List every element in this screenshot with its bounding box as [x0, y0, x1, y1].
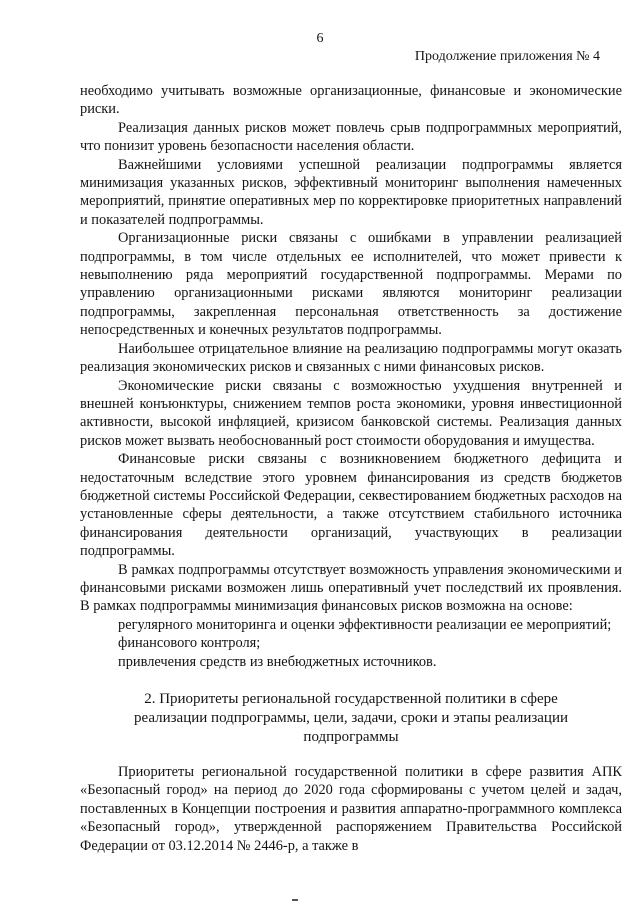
- appendix-continuation-note: Продолжение приложения № 4: [414, 49, 600, 64]
- paragraph-risks-consequence: Реализация данных рисков может повлечь срыв подпрограммных мероприятий, что понизит уровень безопасности населения области.: [80, 119, 622, 155]
- section-heading-line: реализации подпрограммы, цели, задачи, сроки и этапы реализации: [133, 710, 569, 726]
- paragraph-economic-risks: Экономические риски связаны с возможностью ухудшения внутренней и внешней конъюнктуры, снижением темпов роста экономики, уровня инвестиционной активности, высокой инфляцией, кризисом банковской системы. Реализация данных рисков может вызвать необоснованный рост стоимости оборудования и имущества.: [80, 377, 622, 449]
- page-number: 6: [316, 31, 324, 46]
- list-item-financial-control: финансового контроля;: [118, 635, 261, 652]
- scan-artifact-mark: [292, 899, 298, 901]
- list-item-extrabudgetary-funds: привлечения средств из внебюджетных источников.: [118, 653, 437, 670]
- section-heading-line: 2. Приоритеты региональной государственной политики в сфере: [144, 691, 558, 707]
- document-body: [80, 82, 622, 855]
- section-heading-line: подпрограммы: [303, 729, 399, 745]
- paragraph-risk-management: В рамках подпрограммы отсутствует возможность управления экономическими и финансовыми рисками возможен лишь оперативный учет последствий их проявления. В рамках подпрограммы минимизация финансовых рисков возможна на основе:: [80, 561, 622, 615]
- list-item-monitoring: регулярного мониторинга и оценки эффективности реализации ее мероприятий;: [118, 616, 612, 633]
- paragraph-regional-priorities: Приоритеты региональной государственной политики в сфере развития АПК «Безопасный город» на период до 2020 года сформированы с учетом целей и задач, поставленных в Концепции построения и развития аппаратно-программного комплекса «Безопасный город», утвержденной распоряжением Правительства Российской Федерации от 03.12.2014 № 2446-р, а также в: [80, 764, 622, 854]
- paragraph-financial-risks: Финансовые риски связаны с возникновением бюджетного дефицита и недостаточным вследствие этого уровнем финансирования из средств бюджетов бюджетной системы Российской Федерации, секвестированием бюджетных расходов на установленные сферы деятельности, а также отсутствием стабильного источника финансирования деятельности организаций, участвующих в реализации подпрограммы.: [80, 451, 622, 560]
- paragraph-negative-influence: Наибольшее отрицательное влияние на реализацию подпрограммы могут оказать реализация экономических рисков и связанных с ними финансовых рисков.: [80, 340, 622, 376]
- paragraph-success-conditions: Важнейшими условиями успешной реализации подпрограммы является минимизация указанных рисков, эффективный мониторинг выполнения намеченных мероприятий, принятие оперативных мер по корректировке приоритетных направлений и показателей подпрограммы.: [80, 156, 622, 228]
- paragraph-organizational-risks: Организационные риски связаны с ошибками в управлении реализацией подпрограммы, в том числе отдельных ее исполнителей, что может привести к невыполнению ряда мероприятий государственной подпрограммы. Мерами по управлению организационными рисками являются мониторинг реализации подпрограммы, закрепленная персональная ответственность за достижение непосредственных и конечных результатов подпрограммы.: [80, 230, 622, 339]
- paragraph-risks-intro: необходимо учитывать возможные организационные, финансовые и экономические риски.: [80, 83, 622, 118]
- section-heading: [80, 690, 622, 747]
